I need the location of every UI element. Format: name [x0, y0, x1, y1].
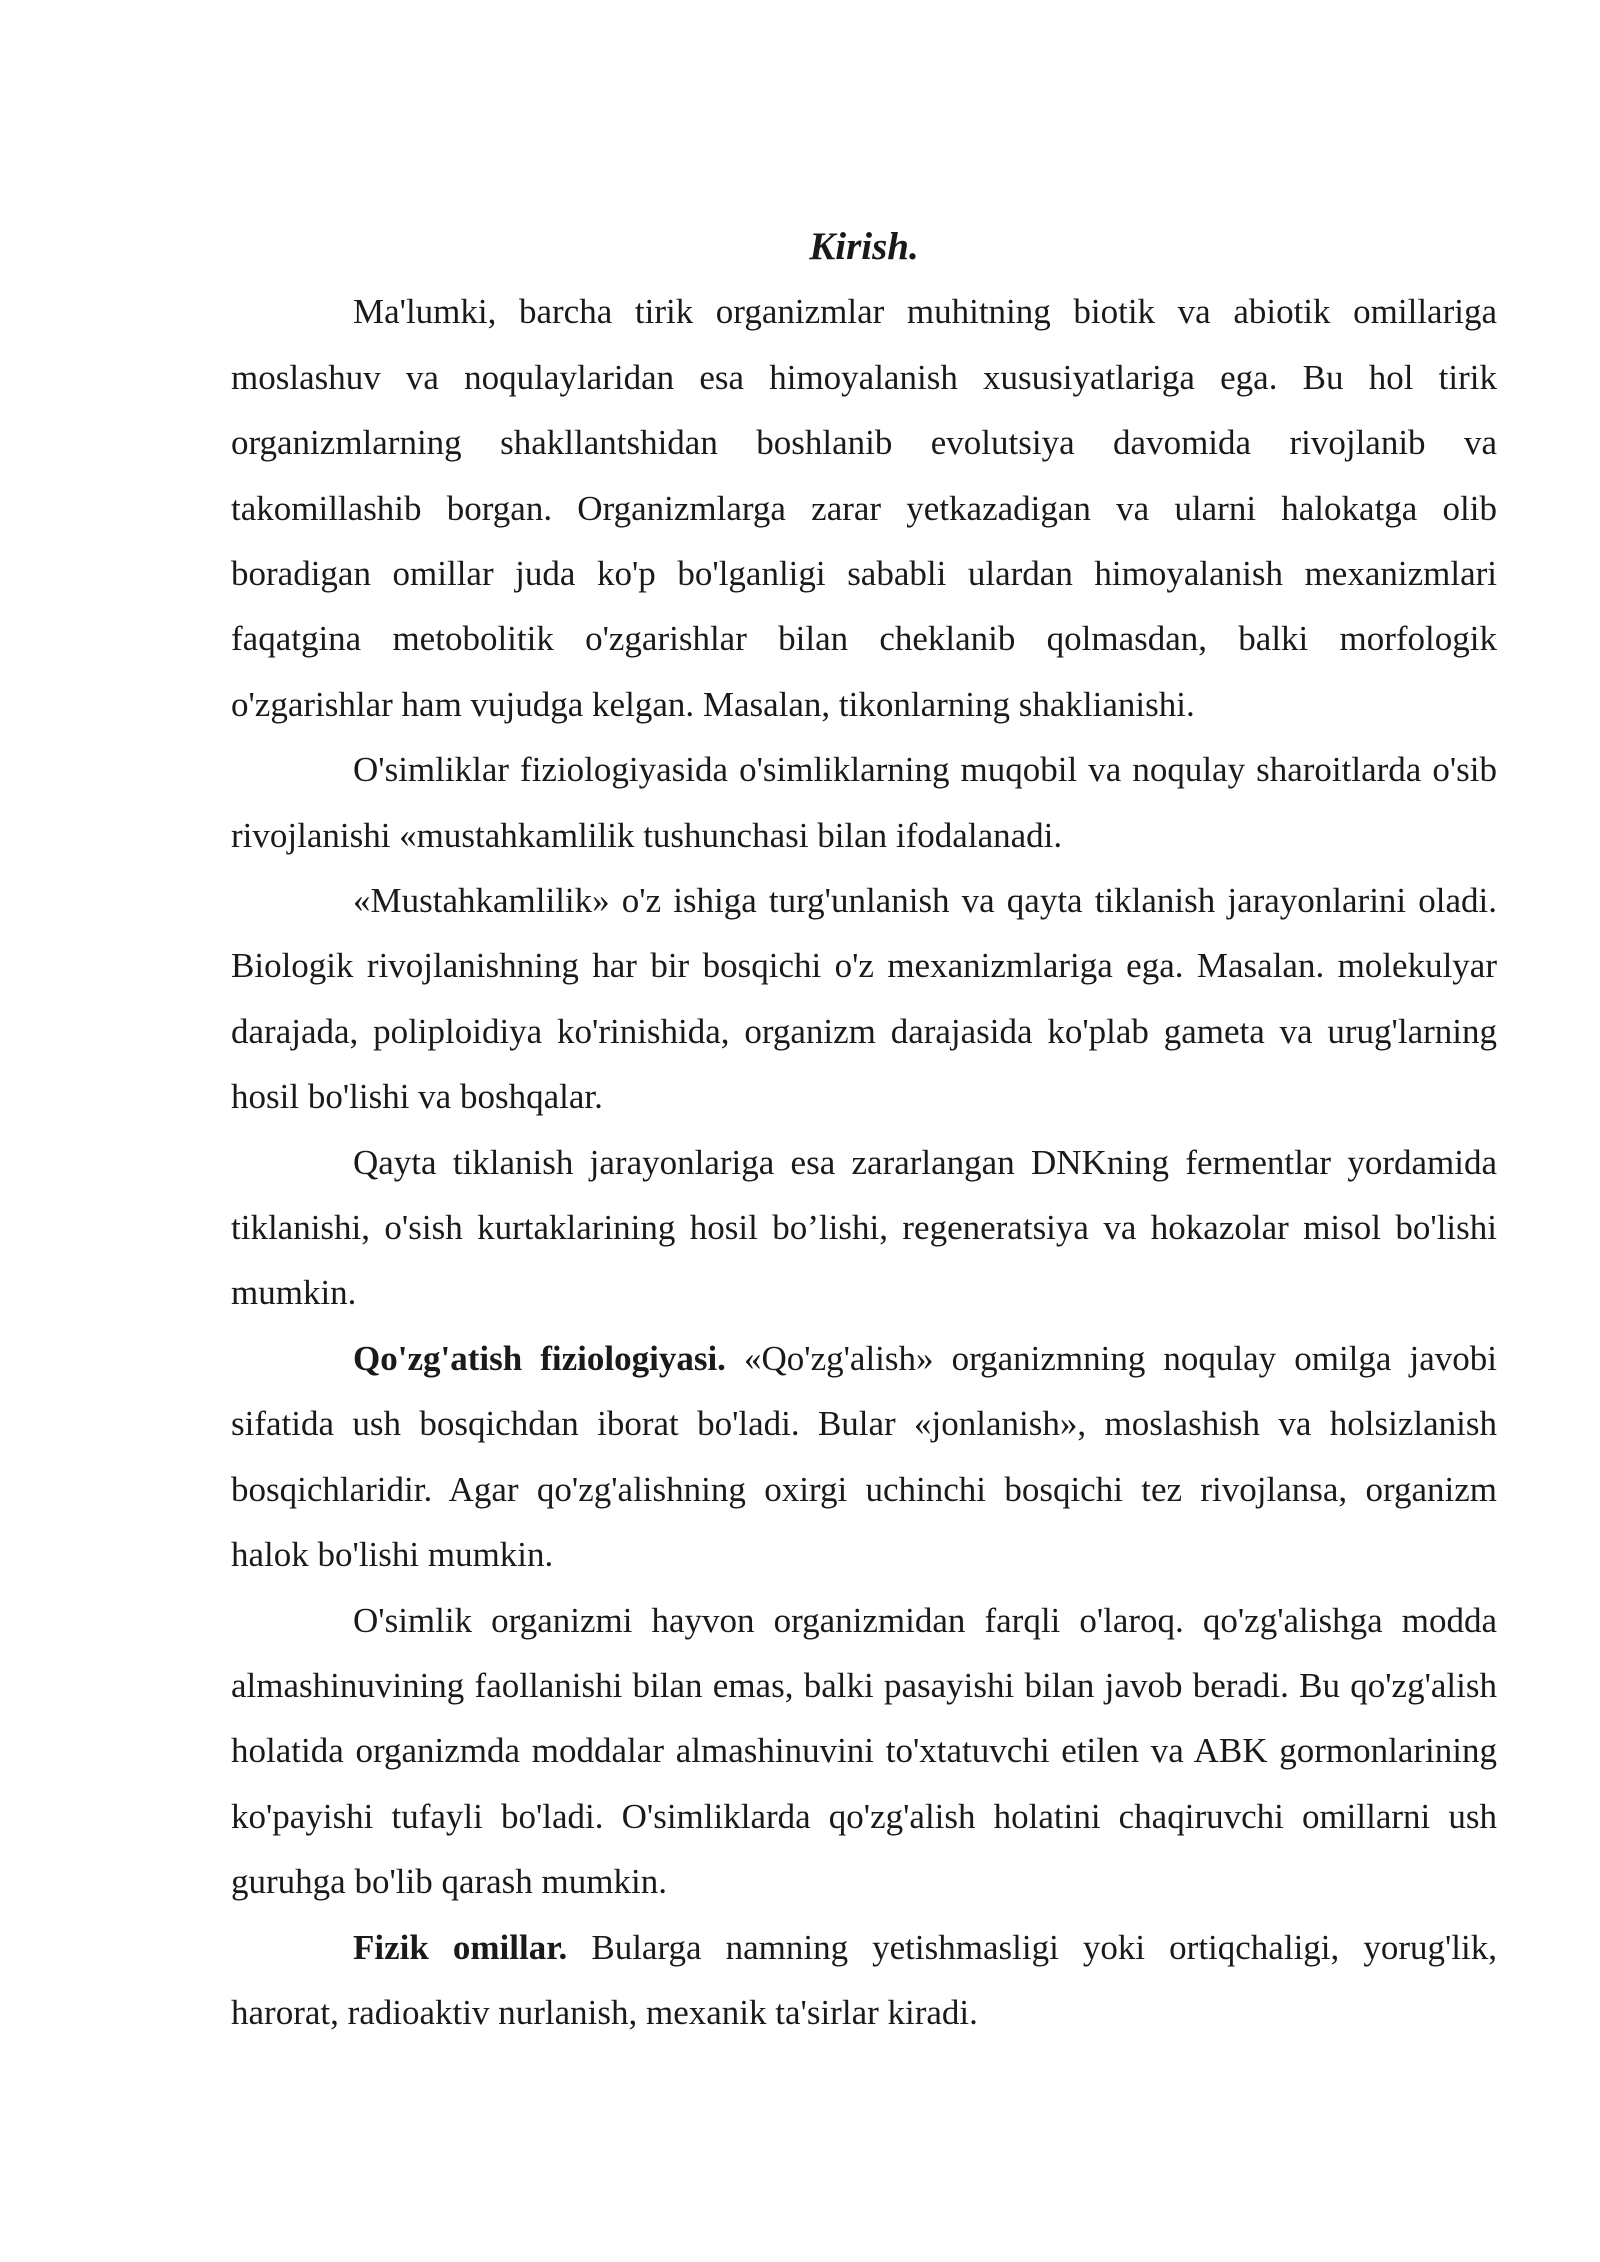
paragraph-lead-heading: Qo'zg'atish fiziologiyasi.: [353, 1338, 726, 1378]
paragraph-text: «Mustahkamlilik» o'z ishiga turg'unlanish va qayta tiklanish jarayonlarini oladi. Biologik rivojlanishning har bir bosqichi o'z mexanizmlariga ega. Masalan. molekulyar darajada, poliploidiya ko'rinishida, organizm darajasida ko'plab gameta va urug'larning hosil bo'lishi va boshqalar.: [231, 881, 1497, 1117]
paragraph-recovery: [231, 1130, 1497, 1326]
paragraph-text: «Qo'zg'alish» organizmning noqulay omilga javobi sifatida ush bosqichdan iborat bo'ladi. Bular «jonlanish», moslashish va holsizlanish bosqichlaridir. Agar qo'zg'alishning oxirgi uchinchi bosqichi tez rivojlansa, organizm halok bo'lishi mumkin.: [231, 1338, 1497, 1575]
paragraph-text: Ma'lumki, barcha tirik organizmlar muhitning biotik va abiotik omillariga moslashuv va noqulaylaridan esa himoyalanish xususiyatlariga ega. Bu hol tirik organizmlarning shakllantshidan boshlanib evolutsiya davomida rivojlanib va takomillashib borgan. Organizmlarga zarar yetkazadigan va ularni halokatga olib boradigan omillar juda ko'p bo'lganligi sababli ulardan himoyalanish mexanizmlari faqatgina metobolitik o'zgarishlar bilan cheklanib qolmasdan, balki morfologik o'zgarishlar ham vujudga kelgan. Masalan, tikonlarning shaklianishi.: [231, 292, 1497, 724]
paragraph-excitation-physiology: [231, 1326, 1497, 1588]
paragraph-plant-organism: [231, 1588, 1497, 1915]
paragraph-lead-heading: Fizik omillar.: [353, 1927, 568, 1967]
paragraph-text: Qayta tiklanish jarayonlariga esa zararlangan DNKning fermentlar yordamida tiklanishi, o'sish kurtaklarining hosil bo’lishi, regeneratsiya va hokazolar misol bo'lishi mumkin.: [231, 1142, 1497, 1313]
paragraph-stability-definition: [231, 868, 1497, 1130]
document-body: [231, 214, 1497, 2045]
paragraph-intro: [231, 279, 1497, 737]
paragraph-physical-factors: [231, 1915, 1497, 2046]
paragraph-text: O'simlik organizmi hayvon organizmidan farqli o'laroq. qo'zg'alishga modda almashinuvining faollanishi bilan emas, balki pasayishi bilan javob beradi. Bu qo'zg'alish holatida organizmda moddalar almashinuvini to'xtatuvchi etilen va ABK gormonlarining ko'payishi tufayli bo'ladi. O'simliklarda qo'zg'alish holatini chaqiruvchi omillarni ush guruhga bo'lib qarash mumkin.: [231, 1600, 1497, 1902]
section-title: Kirish.: [809, 225, 919, 268]
paragraph-text: Bularga namning yetishmasligi yoki ortiqchaligi, yorug'lik, harorat, radioaktiv nurlanish, mexanik ta'sirlar kiradi.: [231, 1927, 1497, 2032]
paragraph-stability-concept: [231, 737, 1497, 868]
paragraph-text: O'simliklar fiziologiyasida o'simliklarning muqobil va noqulay sharoitlarda o'sib rivojlanishi «mustahkamlilik tushunchasi bilan ifodalanadi.: [231, 750, 1497, 855]
